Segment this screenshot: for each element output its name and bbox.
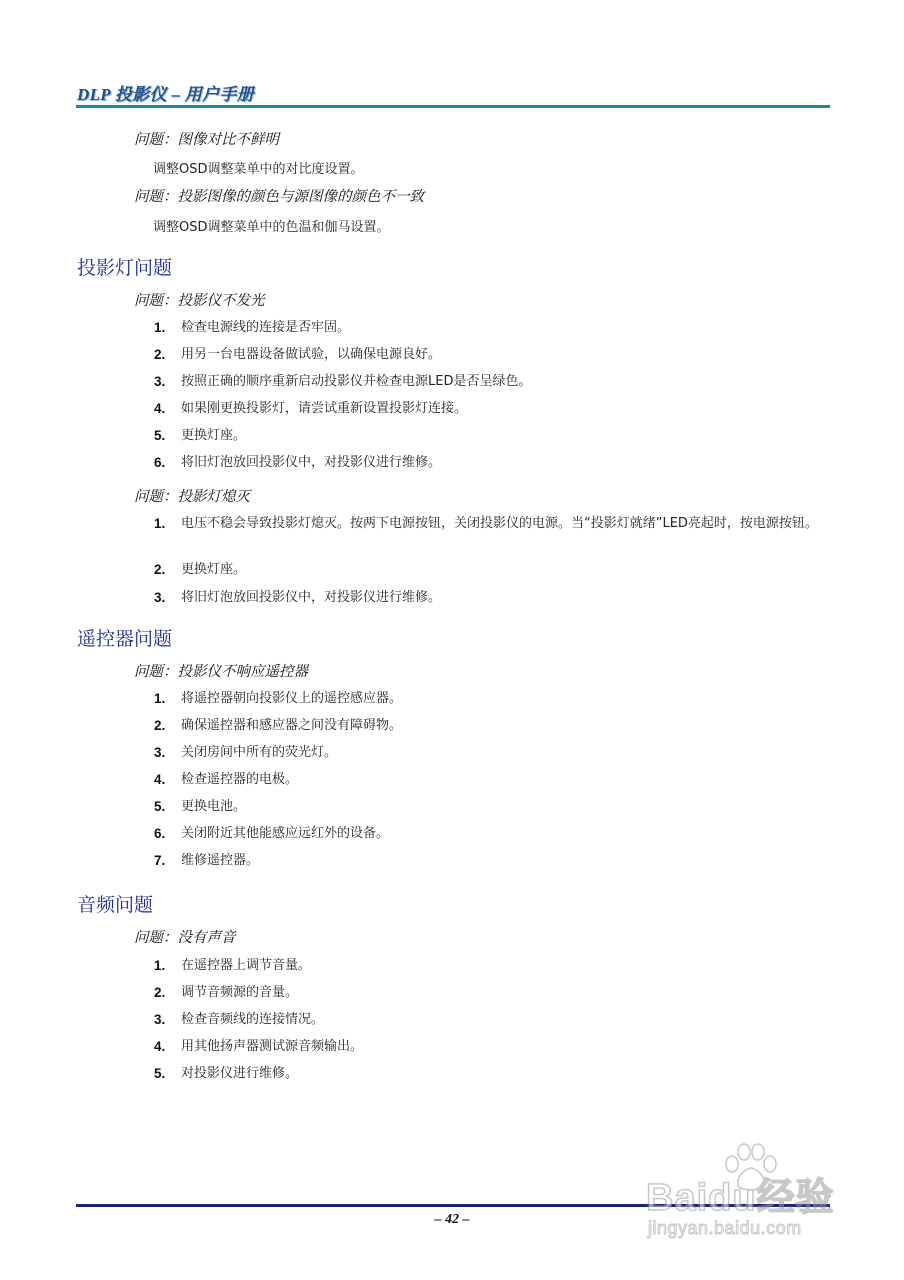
section-heading-lamp: 投影灯问题 xyxy=(77,257,173,279)
list-item xyxy=(154,560,834,588)
list-item xyxy=(154,588,834,615)
list-item xyxy=(154,318,834,345)
list-item xyxy=(154,345,834,372)
list-item xyxy=(154,1010,834,1037)
item-text: 对投影仪进行维修。 xyxy=(181,1066,299,1081)
item-number: 3. xyxy=(154,590,166,605)
item-number: 3. xyxy=(154,745,166,760)
list-item xyxy=(154,372,834,399)
item-number: 1. xyxy=(154,516,166,531)
item-text: 在遥控器上调节音量。 xyxy=(181,958,312,973)
header-divider xyxy=(76,105,830,108)
item-number: 4. xyxy=(154,401,166,416)
item-text: 电压不稳会导致投影灯熄灭。按两下电源按钮，关闭投影仪的电源。当“投影灯就绪”LED亮起时，按电源按钮。 xyxy=(181,516,818,531)
list-item xyxy=(154,1064,834,1091)
item-text: 检查遥控器的电极。 xyxy=(181,772,299,787)
list-item xyxy=(154,743,834,770)
answer-contrast: 调整OSD调整菜单中的对比度设置。 xyxy=(153,162,364,177)
item-number: 2. xyxy=(154,347,166,362)
item-number: 5. xyxy=(154,1066,166,1081)
item-number: 1. xyxy=(154,958,166,973)
item-number: 2. xyxy=(154,562,166,577)
section-heading-remote: 遥控器问题 xyxy=(77,628,173,650)
list-item xyxy=(154,770,834,797)
item-text: 将旧灯泡放回投影仪中，对投影仪进行维修。 xyxy=(181,455,442,470)
list-item xyxy=(154,453,834,480)
item-text: 更换电池。 xyxy=(181,799,247,814)
watermark-logo: Baidu经验 xyxy=(646,1177,835,1219)
item-text: 如果刚更换投影灯，请尝试重新设置投影灯连接。 xyxy=(181,401,468,416)
item-number: 3. xyxy=(154,1012,166,1027)
list-item xyxy=(154,689,834,716)
item-number: 4. xyxy=(154,1039,166,1054)
question-no-sound: 问题：没有声音 xyxy=(134,930,236,946)
list-item xyxy=(154,851,834,878)
list-item xyxy=(154,956,834,983)
list-remote xyxy=(154,689,834,878)
question-no-light: 问题：投影仪不发光 xyxy=(134,293,265,309)
item-text: 更换灯座。 xyxy=(181,562,247,577)
item-text: 将遥控器朝向投影仪上的遥控感应器。 xyxy=(181,691,403,706)
list-lamp-off xyxy=(154,514,834,615)
page-number: – 42 – xyxy=(434,1212,470,1227)
item-text: 确保遥控器和感应器之间没有障碍物。 xyxy=(181,718,403,733)
item-text: 关闭房间中所有的荧光灯。 xyxy=(181,745,338,760)
item-text: 维修遥控器。 xyxy=(181,853,260,868)
item-number: 2. xyxy=(154,718,166,733)
question-lamp-off: 问题：投影灯熄灭 xyxy=(134,489,250,505)
list-item xyxy=(154,716,834,743)
watermark-url: jingyan.baidu.com xyxy=(648,1218,802,1238)
question-contrast: 问题：图像对比不鲜明 xyxy=(134,132,279,148)
item-text: 用另一台电器设备做试验，以确保电源良好。 xyxy=(181,347,442,362)
list-audio xyxy=(154,956,834,1091)
list-item xyxy=(154,797,834,824)
list-item xyxy=(154,1037,834,1064)
list-item xyxy=(154,399,834,426)
item-number: 6. xyxy=(154,455,166,470)
item-number: 1. xyxy=(154,691,166,706)
item-text: 检查音频线的连接情况。 xyxy=(181,1012,325,1027)
item-number: 6. xyxy=(154,826,166,841)
list-item xyxy=(154,824,834,851)
list-item xyxy=(154,983,834,1010)
question-color-mismatch: 问题：投影图像的颜色与源图像的颜色不一致 xyxy=(134,189,424,205)
list-item xyxy=(154,426,834,453)
document-title: DLP 投影仪 – 用户手册 xyxy=(77,85,254,104)
item-number: 5. xyxy=(154,799,166,814)
item-text: 关闭附近其他能感应远红外的设备。 xyxy=(181,826,390,841)
list-item xyxy=(154,514,834,560)
item-number: 3. xyxy=(154,374,166,389)
item-text: 调节音频源的音量。 xyxy=(181,985,299,1000)
item-number: 7. xyxy=(154,853,166,868)
item-text: 更换灯座。 xyxy=(181,428,247,443)
item-text: 用其他扬声器测试源音频输出。 xyxy=(181,1039,364,1054)
item-text: 检查电源线的连接是否牢固。 xyxy=(181,320,351,335)
item-number: 4. xyxy=(154,772,166,787)
question-remote-unresponsive: 问题：投影仪不响应遥控器 xyxy=(134,664,308,680)
answer-color-mismatch: 调整OSD调整菜单中的色温和伽马设置。 xyxy=(153,220,390,235)
item-number: 2. xyxy=(154,985,166,1000)
item-text: 按照正确的顺序重新启动投影仪并检查电源LED是否呈绿色。 xyxy=(181,374,532,389)
item-text: 将旧灯泡放回投影仪中，对投影仪进行维修。 xyxy=(181,590,442,605)
item-number: 5. xyxy=(154,428,166,443)
section-heading-audio: 音频问题 xyxy=(77,894,154,916)
baidu-watermark xyxy=(640,1140,890,1270)
item-number: 1. xyxy=(154,320,166,335)
list-no-light xyxy=(154,318,834,480)
